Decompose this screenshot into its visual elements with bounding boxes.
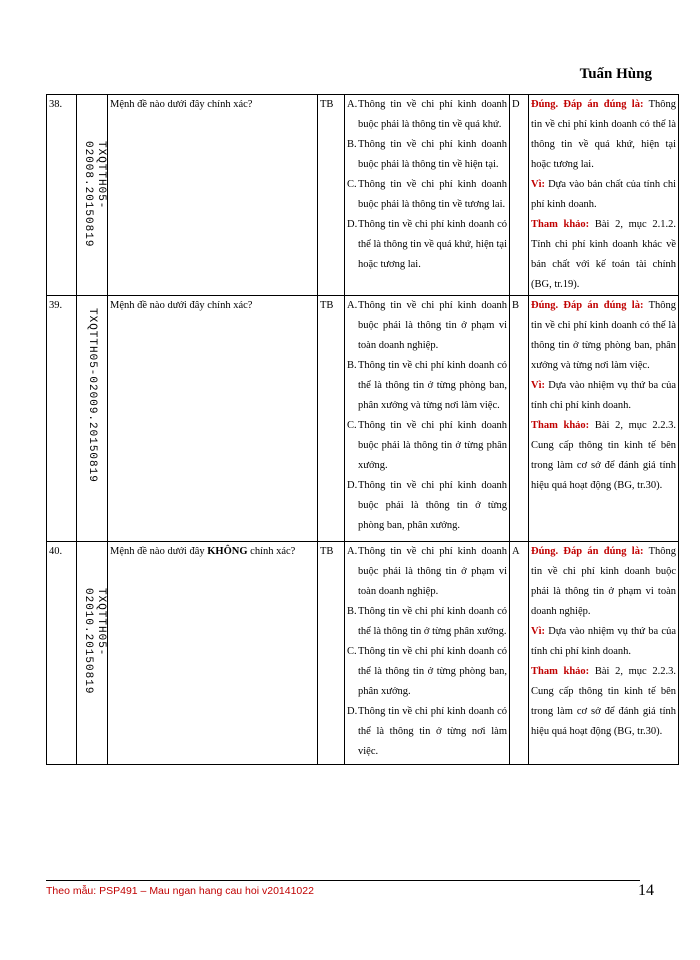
correct-answer: B [510, 296, 529, 542]
table-row [47, 95, 679, 296]
question-text: Mệnh đề nào dưới đây KHÔNG chính xác? [108, 542, 318, 765]
correct-answer: A [510, 542, 529, 765]
author-name: Tuấn Hùng [579, 66, 652, 82]
question-text: Mệnh đề nào dưới đây chính xác? [108, 296, 318, 542]
option-c: C. Thông tin về chi phí kinh doanh buộc phải là thông tin ở từng phân xưởng. [347, 420, 507, 471]
question-code-cell [77, 296, 108, 542]
option-c: C. Thông tin về chi phí kinh doanh buộc phải là thông tin về tương lai. [347, 179, 507, 210]
option-b: B. Thông tin về chi phí kinh doanh có thể là thông tin ở từng phân xưởng. [347, 606, 507, 637]
option-b: B. Thông tin về chi phí kinh doanh có thể là thông tin ở từng phòng ban, phân xưởng và từng nơi làm việc. [347, 360, 507, 411]
question-code-cell [77, 542, 108, 765]
question-code: TXQTTH05- 02008.20150819 [82, 141, 107, 248]
table-row [47, 542, 679, 765]
option-c: C. Thông tin về chi phí kinh doanh có thể là thông tin ở từng phòng ban, phân xưởng. [347, 646, 507, 697]
answer-options [345, 542, 510, 765]
correct-answer: D [510, 95, 529, 296]
footer-template-note: Theo mẫu: PSP491 – Mau ngan hang cau hoi v20141022 [46, 885, 314, 897]
option-a: A. Thông tin về chi phí kinh doanh buộc phải là thông tin ở phạm vi toàn doanh nghiệp. [347, 300, 507, 351]
question-number: 39. [47, 296, 77, 542]
difficulty-level: TB [318, 95, 345, 296]
difficulty-level: TB [318, 296, 345, 542]
option-a: A. Thông tin về chi phí kinh doanh buộc phải là thông tin ở phạm vi toàn doanh nghiệp. [347, 546, 507, 597]
option-d: D. Thông tin về chi phí kinh doanh có thể là thông tin về quá khứ, hiện tại hoặc tương lai. [347, 219, 507, 270]
option-a: A. Thông tin về chi phí kinh doanh buộc phải là thông tin về quá khứ. [347, 99, 507, 130]
question-number: 40. [47, 542, 77, 765]
question-number: 38. [47, 95, 77, 296]
question-code: TXQTTH05-02009.20150819 [86, 308, 98, 483]
difficulty-level: TB [318, 542, 345, 765]
table-row [47, 296, 679, 542]
question-code-cell [77, 95, 108, 296]
question-table [46, 94, 679, 765]
option-d: D. Thông tin về chi phí kinh doanh có thể là thông tin ở từng nơi làm việc. [347, 706, 507, 757]
footer-divider [46, 880, 640, 881]
page-number: 14 [638, 882, 654, 899]
explanation: Đúng. Đáp án đúng là: Thông tin về chi phí kinh doanh có thể là thông tin ở từng phòng ban, phân xưởng và từng nơi làm việc. Vì: Dựa vào nhiệm vụ thứ ba của tính chi phí kinh doanh. Tham khảo: Bài 2, mục 2.2.3. Cung cấp thông tin kinh tế bên trong làm cơ sở để đánh giá tính hiệu quả hoạt động (BG, tr.30). [529, 296, 679, 542]
explanation: Đúng. Đáp án đúng là: Thông tin về chi phí kinh doanh buộc phải là thông tin ở phạm vi toàn doanh nghiệp. Vì: Dựa vào nhiệm vụ thứ ba của tính chi phí kinh doanh. Tham khảo: Bài 2, mục 2.2.3. Cung cấp thông tin kinh tế bên trong làm cơ sở để đánh giá tính hiệu quả hoạt động (BG, tr.30). [529, 542, 679, 765]
question-text: Mệnh đề nào dưới đây chính xác? [108, 95, 318, 296]
answer-options [345, 296, 510, 542]
option-d: D. Thông tin về chi phí kinh doanh buộc phải là thông tin ở từng phòng ban, phân xưởng. [347, 480, 507, 531]
explanation: Đúng. Đáp án đúng là: Thông tin về chi phí kinh doanh có thể là thông tin về quá khứ, hiện tại hoặc tương lai. Vì: Dựa vào bản chất của tính chi phí kinh doanh. Tham khảo: Bài 2, mục 2.1.2. Tính chi phí kinh doanh khác về bản chất với kế toán tài chính (BG, tr.19). [529, 95, 679, 296]
question-code: TXQTTH05- 02010.20150819 [82, 588, 107, 695]
option-b: B. Thông tin về chi phí kinh doanh buộc phải là thông tin về hiện tại. [347, 139, 507, 170]
answer-options [345, 95, 510, 296]
